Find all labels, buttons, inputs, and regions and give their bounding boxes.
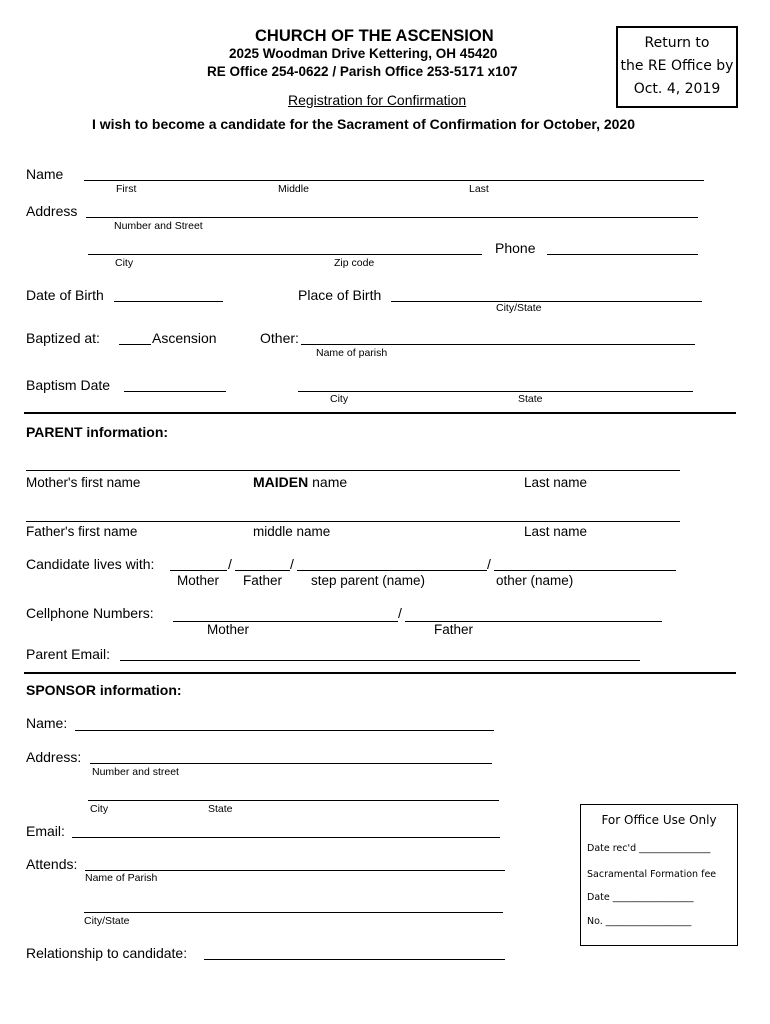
last-caption: Last [469, 183, 489, 195]
sponsor-city-state-field[interactable] [88, 800, 499, 801]
sponsor-email-label: Email: [26, 823, 65, 839]
middle-caption: Middle [278, 183, 309, 195]
office-fee: Sacramental Formation fee [587, 869, 717, 880]
parent-email-field[interactable] [120, 660, 640, 661]
mother-first-caption: Mother's first name [26, 475, 141, 490]
sponsor-address-field[interactable] [90, 763, 492, 764]
office-no: No. __________________ [587, 916, 692, 927]
cell-father-caption: Father [434, 622, 474, 637]
city-caption: City [115, 257, 134, 269]
relationship-field[interactable] [204, 959, 505, 960]
name-of-parish-caption-sponsor: Name of Parish [85, 872, 158, 884]
name-field[interactable] [84, 180, 704, 181]
lw-other-caption: other (name) [496, 573, 574, 588]
lives-with-step-field[interactable] [297, 570, 487, 571]
address-street-field[interactable] [86, 217, 698, 218]
maiden-bold: MAIDEN [253, 474, 309, 490]
other-label: Other: [260, 330, 299, 346]
phone-label: Phone [495, 240, 536, 256]
sponsor-number-street-caption: Number and street [92, 766, 179, 778]
slash-cell: / [398, 605, 402, 621]
return-line-3: Oct. 4, 2019 [633, 81, 721, 97]
dob-label: Date of Birth [26, 287, 104, 303]
candidate-statement: I wish to become a candidate for the Sacrament of Confirmation for October, 2020 [92, 116, 636, 132]
sponsor-city-state-caption: City/State [84, 915, 130, 927]
sponsor-section-title: SPONSOR information: [26, 682, 182, 698]
phone-field[interactable] [547, 254, 698, 255]
slash-3: / [487, 556, 491, 572]
pob-field[interactable] [391, 301, 702, 302]
lives-with-mother-field[interactable] [170, 570, 227, 571]
mother-name-field[interactable] [26, 470, 680, 471]
parent-email-label: Parent Email: [26, 646, 111, 662]
sponsor-name-field[interactable] [75, 730, 494, 731]
cell-mother-caption: Mother [207, 622, 250, 637]
first-caption: First [116, 183, 137, 195]
father-middle-caption: middle name [253, 524, 331, 539]
lives-with-other-field[interactable] [494, 570, 676, 571]
attends-city-state-field[interactable] [84, 912, 503, 913]
sponsor-state-caption: State [208, 803, 233, 815]
slash-1: / [228, 556, 232, 572]
mother-last-caption: Last name [524, 475, 588, 490]
sponsor-name-label: Name: [26, 715, 68, 731]
office-title: For Office Use Only [601, 813, 717, 827]
baptism-date-field[interactable] [124, 391, 226, 392]
sponsor-city-caption: City [90, 803, 109, 815]
name-label: Name [26, 166, 64, 182]
other-parish-field[interactable] [301, 344, 695, 345]
office-phones: RE Office 254-0622 / Parish Office 253-5171 x107 [207, 64, 518, 79]
lw-father-caption: Father [243, 573, 283, 588]
city-zip-field[interactable] [88, 254, 482, 255]
attends-parish-field[interactable] [85, 870, 505, 871]
zip-caption: Zip code [334, 257, 375, 269]
office-use-box [580, 804, 738, 946]
lw-step-caption: step parent (name) [311, 573, 426, 588]
parent-section-title: PARENT information: [26, 424, 169, 440]
relationship-label: Relationship to candidate: [26, 945, 188, 961]
lw-mother-caption: Mother [177, 573, 220, 588]
baptism-state-caption: State [518, 393, 543, 405]
church-name: CHURCH OF THE ASCENSION [255, 27, 494, 45]
return-line-2: the RE Office by [620, 58, 734, 74]
pob-label: Place of Birth [298, 287, 382, 303]
church-address: 2025 Woodman Drive Kettering, OH 45420 [229, 46, 498, 61]
office-date-recd: Date rec'd _______________ [587, 843, 711, 854]
cellphone-label: Cellphone Numbers: [26, 605, 154, 621]
section-divider-sponsor [24, 672, 736, 674]
ascension-label: Ascension [152, 330, 217, 346]
lives-with-father-field[interactable] [235, 570, 290, 571]
father-last-caption: Last name [524, 524, 588, 539]
father-first-caption: Father's first name [26, 524, 138, 539]
return-deadline-box [616, 26, 738, 108]
maiden-rest: name [308, 474, 348, 490]
section-divider-parent [24, 412, 736, 414]
name-of-parish-caption: Name of parish [316, 347, 388, 359]
pob-city-state-caption: City/State [496, 302, 542, 314]
lives-with-label: Candidate lives with: [26, 556, 155, 572]
form-title: Registration for Confirmation [288, 92, 467, 108]
baptism-location-field[interactable] [298, 391, 693, 392]
baptism-date-label: Baptism Date [26, 377, 111, 393]
office-date: Date _________________ [587, 892, 694, 903]
baptized-label: Baptized at: [26, 330, 100, 346]
sponsor-address-label: Address: [26, 749, 82, 765]
maiden-caption [253, 474, 347, 490]
ascension-check-field[interactable] [119, 344, 151, 345]
slash-2: / [290, 556, 294, 572]
number-street-caption: Number and Street [114, 220, 203, 232]
address-label: Address [26, 203, 78, 219]
sponsor-email-field[interactable] [72, 837, 500, 838]
attends-label: Attends: [26, 856, 78, 872]
dob-field[interactable] [114, 301, 223, 302]
return-line-1: Return to [644, 35, 710, 51]
baptism-city-caption: City [330, 393, 349, 405]
father-name-field[interactable] [26, 521, 680, 522]
